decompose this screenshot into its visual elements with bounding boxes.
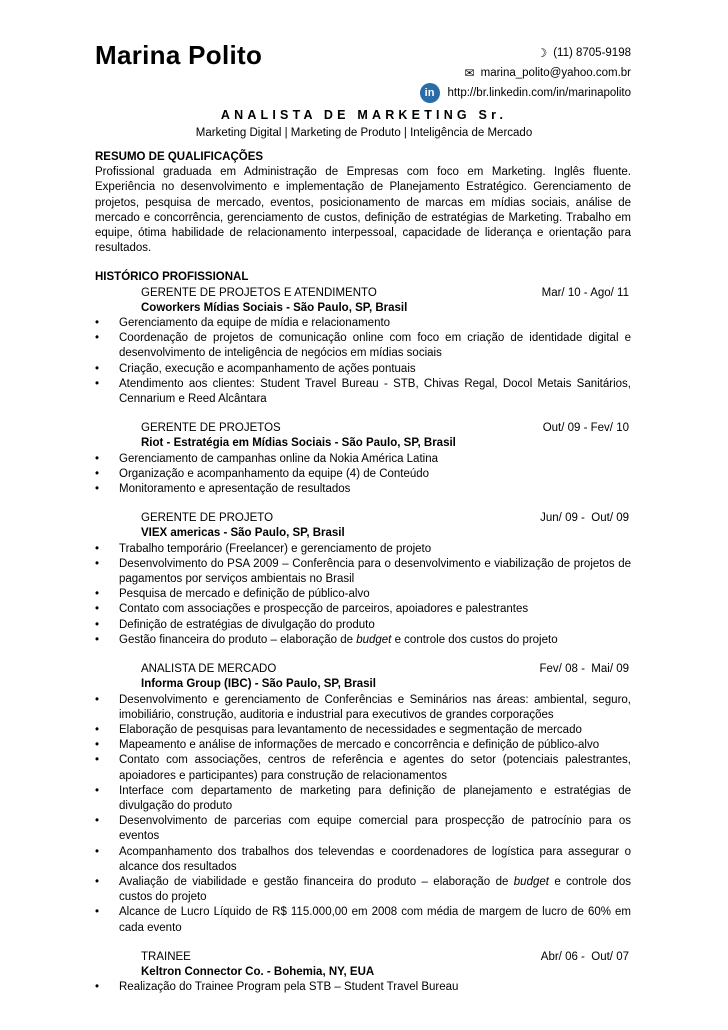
bullet-dot: • [95, 483, 100, 496]
job-bullet-text: Desenvolvimento do PSA 2009 – Conferência para o desenvolvimento e viabilização de projetos de pagamentos por serviços ambientais no Brasil [119, 557, 631, 586]
bullet-dot: • [95, 377, 100, 390]
bullet-dot: • [95, 906, 100, 919]
job-bullet-text: Monitoramento e apresentação de resultados [119, 483, 351, 496]
job-bullet [95, 723, 631, 738]
job-bullet [95, 331, 631, 361]
job-bullet-text: Alcance de Lucro Líquido de R$ 115.000,00 em 2008 com média de margem de lucro de 60% em cada evento [119, 906, 631, 934]
job-bullet [95, 467, 631, 482]
job-period: Jun/ 09 - Out/ 09 [540, 512, 629, 525]
job-header [95, 662, 631, 677]
bullet-dot: • [95, 332, 100, 345]
job-bullet [95, 452, 631, 467]
job-bullet [95, 542, 631, 557]
job-entry [95, 421, 631, 497]
job-bullet-text: Atendimento aos clientes: Student Travel Bureau - STB, Chivas Regal, Docol Metais Sanitários, Cennarium e Reed Alcântara [119, 377, 631, 406]
job-bullet [95, 316, 631, 331]
job-bullet [95, 905, 631, 935]
job-bullet-text: Interface com departamento de marketing para definição de planejamento e estratégias de divulgação do produto [119, 784, 631, 812]
job-bullet-text: Acompanhamento dos trabalhos dos televendas e coordenadores de logística para assegurar o alcance dos resultados [119, 845, 631, 873]
job-role: TRAINEE [141, 950, 191, 963]
bullet-dot: • [95, 618, 100, 631]
job-header [95, 421, 631, 436]
job-bullet-text: Gerenciamento de campanhas online da Nokia América Latina [119, 452, 438, 465]
job-bullet-text: Organização e acompanhamento da equipe (4) de Conteúdo [119, 467, 430, 480]
email-row [420, 63, 631, 83]
job-bullet-text: Definição de estratégias de divulgação do produto [119, 618, 375, 631]
bullet-dot: • [95, 723, 100, 736]
job-bullet-text: Desenvolvimento e gerenciamento de Conferências e Seminários nas áreas: ambiental, seguro, imobiliário, construção, auditoria e industrial para executivos de grandes corporações [119, 693, 631, 721]
job-bullet [95, 980, 631, 995]
job-bullet-text: Criação, execução e acompanhamento de ações pontuais [119, 362, 416, 375]
job-bullet [95, 633, 631, 648]
bullet-dot: • [95, 754, 100, 767]
linkedin-row [420, 83, 631, 103]
job-role: ANALISTA DE MERCADO [141, 663, 277, 676]
job-role: GERENTE DE PROJETO [141, 512, 274, 525]
job-bullet-text: Elaboração de pesquisas para levantamento de necessidades e segmentação de mercado [119, 723, 582, 736]
job-bullet [95, 377, 631, 407]
job-bullet-text: Coordenação de projetos de comunicação online com foco em criação de identidade digital e desenvolvimento de inteligência de negócios em mídias sociais [119, 332, 631, 360]
job-company: Keltron Connector Co. - Bohemia, NY, EUA [141, 965, 375, 978]
job-company: VIEX americas - São Paulo, SP, Brasil [141, 527, 345, 540]
job-bullet [95, 693, 631, 723]
bullet-dot: • [95, 845, 100, 858]
job-bullet [95, 845, 631, 875]
summary-heading: RESUMO DE QUALIFICAÇÕES [95, 151, 264, 163]
job-bullet [95, 738, 631, 753]
job-bullet [95, 557, 631, 587]
bullet-dot: • [95, 467, 100, 480]
job-bullet-text: Pesquisa de mercado e definição de público-alvo [119, 588, 370, 601]
job-period: Abr/ 06 - Out/ 07 [540, 950, 629, 963]
job-bullets [95, 693, 631, 936]
job-bullet-text: Gestão financeira do produto – elaboração de budget e controle dos custos do projeto [119, 633, 558, 646]
moon-phone-icon: ☽ [536, 46, 548, 60]
bullet-dot: • [95, 542, 100, 555]
bullet-dot: • [95, 784, 100, 797]
headline-subtitle: Marketing Digital | Marketing de Produto | Inteligência de Mercado [195, 127, 533, 139]
job-entry [95, 511, 631, 648]
bullet-dot: • [95, 981, 100, 994]
job-bullet-text: Contato com associações, centros de referência e agentes do setor (potenciais palestrantes, apoiadores e participantes) para construção de relacionamentos [119, 754, 631, 782]
job-entry [95, 286, 631, 408]
job-company: Informa Group (IBC) - São Paulo, SP, Brasil [141, 678, 376, 691]
bullet-dot: • [95, 557, 100, 570]
job-role: GERENTE DE PROJETOS E ATENDIMENTO [141, 286, 377, 299]
job-bullet [95, 587, 631, 602]
job-header [95, 286, 631, 301]
bullet-dot: • [95, 815, 100, 828]
job-header [95, 950, 631, 965]
job-bullets [95, 452, 631, 498]
job-period: Out/ 09 - Fev/ 10 [542, 422, 629, 435]
job-company: Coworkers Mídias Sociais - São Paulo, SP, Brasil [141, 301, 408, 314]
job-bullets [95, 316, 631, 407]
job-bullet [95, 618, 631, 633]
job-entry [95, 662, 631, 936]
bullet-dot: • [95, 693, 100, 706]
job-bullet-text: Realização do Trainee Program pela STB – Student Travel Bureau [119, 981, 459, 994]
job-period: Mar/ 10 - Ago/ 11 [541, 286, 629, 299]
bullet-dot: • [95, 588, 100, 601]
history-heading: HISTÓRICO PROFISSIONAL [95, 271, 249, 284]
resume-content [95, 150, 631, 995]
job-bullet [95, 753, 631, 783]
linkedin-url[interactable]: http://br.linkedin.com/in/marinapolito [447, 87, 631, 99]
candidate-name: Marina Polito [95, 40, 263, 70]
phone-number: (11) 8705-9198 [553, 47, 631, 59]
envelope-icon: ✉ [464, 66, 475, 80]
bullet-dot: • [95, 739, 100, 752]
job-bullet-text: Trabalho temporário (Freelancer) e gerenciamento de projeto [119, 542, 432, 555]
job-bullet-text: Contato com associações e prospecção de parceiros, apoiadores e palestrantes [119, 603, 529, 616]
bullet-dot: • [95, 452, 100, 465]
job-bullet [95, 482, 631, 497]
job-bullet-text: Avaliação de viabilidade e gestão financeira do produto – elaboração de budget e controle dos custos do projeto [119, 875, 631, 904]
job-bullet [95, 814, 631, 844]
job-bullet [95, 602, 631, 617]
bullet-dot: • [95, 875, 100, 888]
job-bullet [95, 784, 631, 814]
job-bullets [95, 542, 631, 648]
job-header [95, 511, 631, 526]
job-bullet-text: Gerenciamento da equipe de mídia e relacionamento [119, 317, 391, 330]
linkedin-icon: in [420, 83, 440, 103]
email-address[interactable]: marina_polito@yahoo.com.br [480, 67, 631, 79]
contact-block [420, 43, 631, 103]
job-list [95, 286, 631, 996]
job-entry [95, 950, 631, 996]
job-bullet [95, 875, 631, 905]
job-period: Fev/ 08 - Mai/ 09 [539, 663, 629, 676]
job-bullet-text: Mapeamento e análise de informações de mercado e concorrência e definição de público-alvo [119, 739, 600, 752]
phone-row [420, 43, 631, 63]
job-bullet-text: Desenvolvimento de parcerias com equipe comercial para prospecção de patrocínio para os eventos [119, 815, 631, 843]
bullet-dot: • [95, 317, 100, 330]
bullet-dot: • [95, 633, 100, 646]
bullet-dot: • [95, 362, 100, 375]
bullet-dot: • [95, 603, 100, 616]
summary-text: Profissional graduada em Administração de Empresas com foco em Marketing. Inglês fluente. Experiência no desenvolvimento e implementação de Planejamento Estratégico. Gerenciamento de projetos, pesquisa de mercado, eventos, posicionamento de marcas em mídias sociais, análise de mercado e concorrência, gerenciamento de custos, definição de estratégias de Marketing. Trabalho em equipe, ótima habilidade de relacionamento interpessoal, capacidade de liderança e orientação para resultados. [95, 166, 631, 255]
job-bullets [95, 980, 631, 995]
job-company: Riot - Estratégia em Mídias Sociais - São Paulo, SP, Brasil [141, 437, 456, 450]
job-bullet [95, 362, 631, 377]
job-role: GERENTE DE PROJETOS [141, 422, 281, 435]
headline-title: ANALISTA DE MARKETING Sr. [220, 108, 508, 122]
